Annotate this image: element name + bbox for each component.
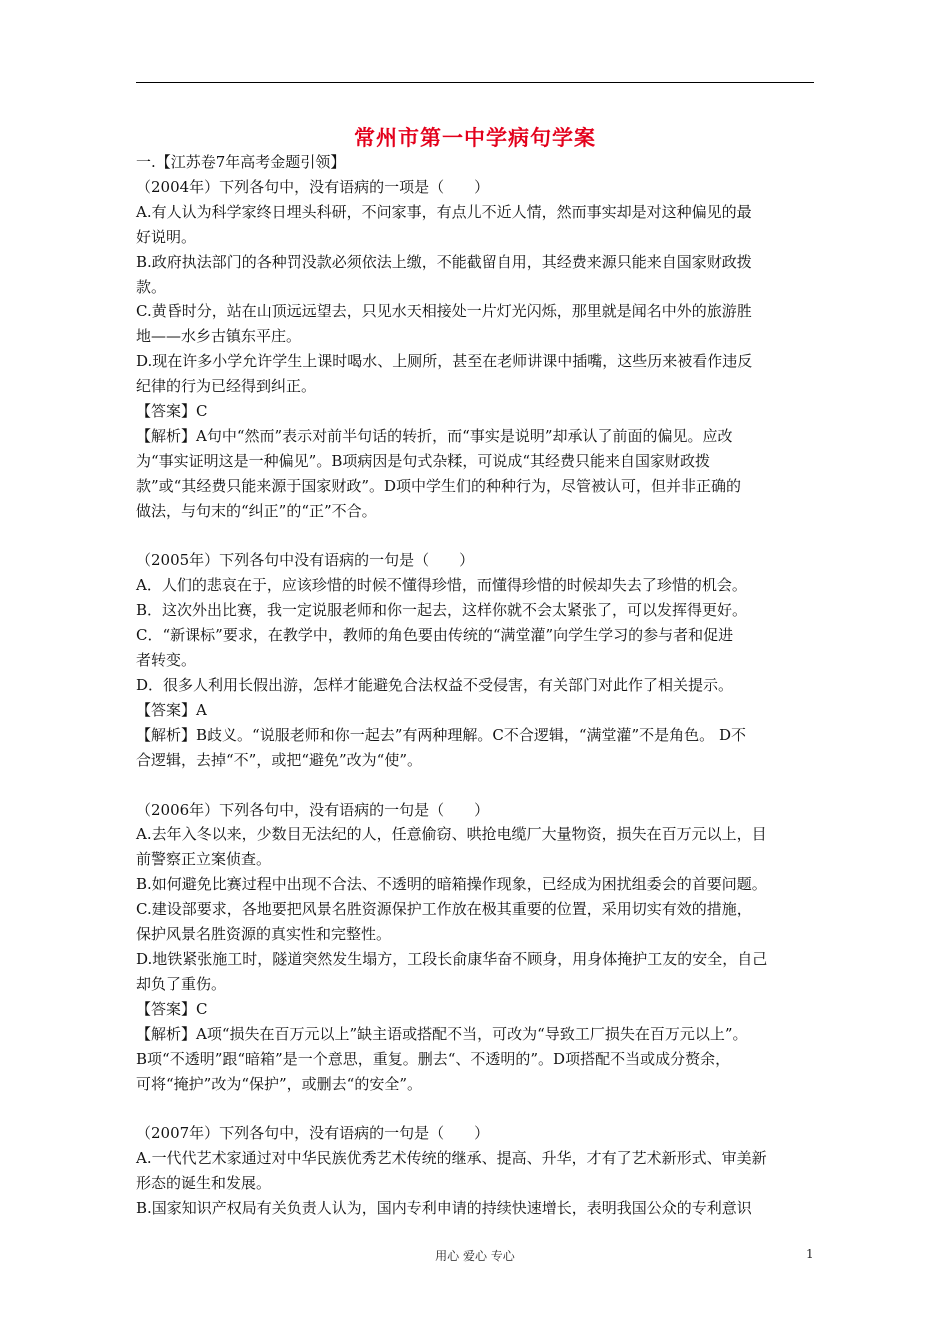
section-heading: 一.【江苏卷7年高考金题引领】 (136, 153, 346, 171)
header-rule (136, 82, 814, 83)
question-stem: （2005年）下列各句中没有语病的一句是（ ） (136, 551, 475, 570)
option-c: C.建设部要求，各地要把风景名胜资源保护工作放在极其重要的位置，采用切实有效的措施， (136, 900, 752, 919)
question-stem: （2004年）下列各句中，没有语病的一项是（ ） (136, 177, 490, 196)
answer: 【答案】A (136, 700, 207, 719)
answer: 【答案】C (136, 402, 208, 421)
option-a-cont: 形态的诞生和发展。 (136, 1174, 272, 1193)
explanation-line: 【解析】B歧义。“说服老师和你一起去”有两种理解。C不合逻辑，“满堂灌”不是角色。 D不 (136, 725, 746, 744)
explanation-line: B项“不透明”跟“暗箱”是一个意思，重复。删去“、不透明的”。D项搭配不当或成分赘余， (136, 1049, 731, 1068)
option-a-cont: 好说明。 (136, 227, 197, 246)
option-b: B.政府执法部门的各种罚没款必须依法上缴，不能截留自用，其经费来源只能来自国家财政拨 (136, 252, 752, 271)
document-body (136, 150, 816, 1221)
explanation-line: 合逻辑，去掉“不”，或把“避免”改为“使”。 (136, 750, 423, 769)
blank-line (136, 773, 816, 798)
explanation-line: 款”或“其经费只能来源于国家财政”。D项中学生们的种种行为，尽管被认可，但并非正确的 (136, 476, 742, 495)
option-b-cont: 款。 (136, 277, 167, 296)
question-2006 (136, 798, 816, 1097)
option-c: C．“新课标”要求，在教学中，教师的角色要由传统的“满堂灌”向学生学习的参与者和促进 (136, 626, 734, 645)
option-a: A.有人认为科学家终日埋头科研，不问家事，有点儿不近人情，然而事实却是对这种偏见的最 (136, 202, 752, 221)
option-a: A．人们的悲哀在于，应该珍惜的时候不懂得珍惜，而懂得珍惜的时候却失去了珍惜的机会。 (136, 576, 747, 595)
explanation-line: 【解析】A项“损失在百万元以上”缺主语或搭配不当，可改为“导致工厂损失在百万元以上”。 (136, 1024, 748, 1043)
question-stem: （2007年）下列各句中，没有语病的一句是（ ） (136, 1124, 490, 1143)
option-d: D.地铁紧张施工时，隧道突然发生塌方，工段长俞康华奋不顾身，用身体掩护工友的安全，自己 (136, 949, 768, 968)
option-c-cont: 保护风景名胜资源的真实性和完整性。 (136, 925, 392, 944)
option-b: B.国家知识产权局有关负责人认为，国内专利申请的持续快速增长，表明我国公众的专利意识 (136, 1199, 752, 1218)
question-2004 (136, 175, 816, 524)
option-d: D.现在许多小学允许学生上课时喝水、上厕所，甚至在老师讲课中插嘴，这些历来被看作违反 (136, 352, 753, 371)
page-number: 1 (806, 1247, 814, 1261)
question-2005 (136, 548, 816, 772)
option-c-cont: 者转变。 (136, 651, 197, 670)
question-2007 (136, 1121, 816, 1221)
option-c-cont: 地——水乡古镇东平庄。 (136, 327, 302, 346)
option-a-cont: 前警察正立案侦查。 (136, 850, 272, 869)
question-stem: （2006年）下列各句中，没有语病的一句是（ ） (136, 800, 490, 819)
option-b: B．这次外出比赛，我一定说服老师和你一起去，这样你就不会太紧张了，可以发挥得更好。 (136, 601, 748, 620)
explanation-line: 为“事实证明这是一种偏见”。B项病因是句式杂糅，可说成“其经费只能来自国家财政拨 (136, 451, 711, 470)
answer: 【答案】C (136, 999, 208, 1018)
explanation-line: 可将“掩护”改为“保护”，或删去“的安全”。 (136, 1074, 423, 1093)
option-a: A.去年入冬以来，少数目无法纪的人，任意偷窃、哄抢电缆厂大量物资，损失在百万元以上，目 (136, 825, 767, 844)
blank-line (136, 524, 816, 549)
blank-line (136, 1096, 816, 1121)
option-d: D．很多人利用长假出游，怎样才能避免合法权益不受侵害，有关部门对此作了相关提示。 (136, 676, 734, 695)
page-title: 常州市第一中学病句学案 (354, 126, 596, 150)
explanation-line: 做法，与句末的“纠正”的“正”不合。 (136, 501, 377, 520)
footer-slogan: 用心 爱心 专心 (435, 1249, 515, 1263)
option-d-cont: 却负了重伤。 (136, 974, 227, 993)
option-c: C.黄昏时分，站在山顶远远望去，只见水天相接处一片灯光闪烁，那里就是闻名中外的旅游胜 (136, 302, 752, 321)
option-b: B.如何避免比赛过程中出现不合法、不透明的暗箱操作现象，已经成为困扰组委会的首要问题。 (136, 875, 767, 894)
option-a: A.一代代艺术家通过对中华民族优秀艺术传统的继承、提高、升华，才有了艺术新形式、审美新 (136, 1149, 767, 1168)
option-d-cont: 纪律的行为已经得到纠正。 (136, 377, 317, 396)
explanation-line: 【解析】A句中“然而”表示对前半句话的转折，而“事实是说明”却承认了前面的偏见。应改 (136, 426, 733, 445)
